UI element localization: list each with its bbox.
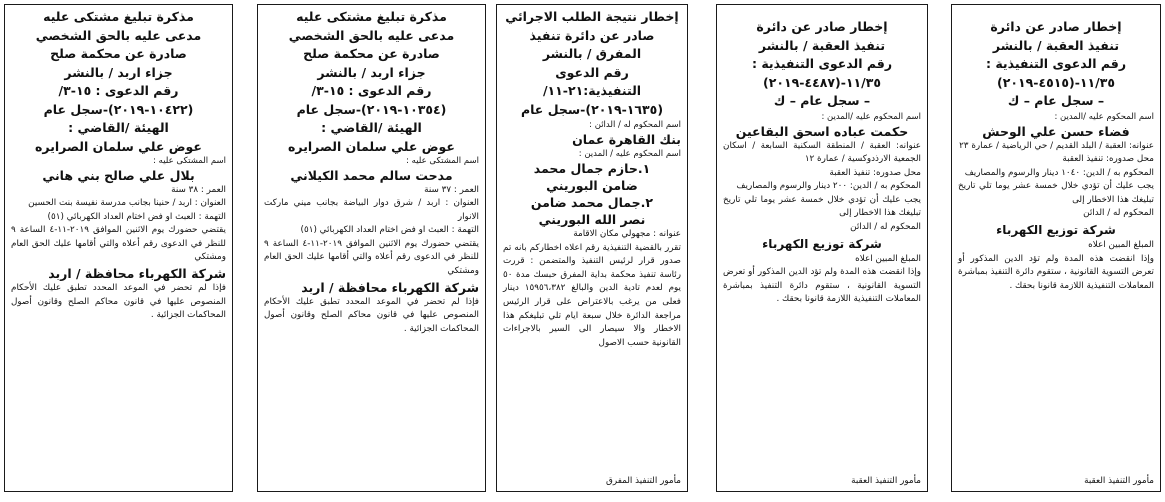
amount-notice: المبلغ المبين اعلاه [1088, 240, 1154, 251]
defendant-address: العنوان : اربد / شرق دوار البياضة بجانب ميني ماركت الانوار [264, 198, 479, 222]
defendant-name: بلال علي صالح بني هاني [42, 167, 195, 183]
judgment-amount: المحكوم به / الدين: ٢٠٠ دينار والرسوم والمصاريف [736, 181, 921, 192]
debtor-name-1b: ضامن البوريني [546, 178, 638, 193]
defendant-address: العنوان : اربد / حنينا بجانب مدرسة نفيسة بنت الحسين [28, 198, 226, 209]
debtor-label: اسم المحكوم عليه / المدين : [578, 149, 681, 159]
plaintiff-company: شركة الكهرباء محافظة / اربد [301, 279, 479, 295]
issuing-office: محل صدوره: تنفيذ العقبة [829, 167, 921, 178]
notice-court-summons-1 [4, 4, 233, 492]
charge: التهمة : العبث او فض اختام العداد الكهربائي (٥١) [300, 225, 479, 236]
notice-mafraq-execution [496, 4, 688, 492]
debtor-label: اسم المحكوم عليه /المدين : [821, 111, 921, 122]
notice-aqaba-execution-1 [716, 4, 928, 492]
defendant-age: العمر : ٣٨ سنة [171, 184, 226, 195]
debtor-address: عنوانه : مجهولي مكان الاقامة [573, 229, 681, 239]
creditor-label: المحكوم له / الدائن [1083, 208, 1154, 219]
notice-court-summons-2 [257, 4, 486, 492]
judge-name: عوض علي سلمان الصرايره [288, 138, 455, 154]
payment-body: يجب عليك أن تؤدي خلال خمسة عشر يوما تلي تاريخ تبليغك هذا الاخطار إلى [723, 194, 921, 219]
warning-text: فإذا لم تحضر في الموعد المحدد تطبق عليك الأحكام المنصوص عليها في قانون محاكم الصلح وقانون أصول المحاكمات الجزائية . [264, 296, 479, 334]
creditor-name: بنك القاهرة عمان [572, 132, 681, 147]
debtor-name: حكمت عباده اسحق البقاعين [735, 123, 909, 139]
notice-aqaba-execution-2 [951, 4, 1161, 492]
notice-header: مذكرة تبليغ مشتكى عليه مدعى عليه بالحق الشخصي صادرة عن محكمة صلح جزاء اربد / بالنشر رقم الدعوى : ١٥-٣/ (١٠٤٢٢-٢٠١٩)-سجل عام الهيئة /القاضي : [35, 9, 202, 135]
debtor-name-1: ١.حازم جمال محمد [533, 161, 651, 176]
decision-body: تقرر بالقضية التنفيذية رقم اعلاه اخطاركم بانه تم صدور قرار لرئيس التنفيذ والمتضمن : قررت رئاسة تنفيذ محكمة بداية المفرق حبسك مدة ٥٠ يوم لعدم تادية الدين والبالغ ١٥٩٥٦،٣٨٢ دينار فعلى من يرغب بالاعتراض على قرار الرئيس مراجعة الدائرة خلال سبعة ايام تلي تبليغكم هذا الاخطار والا سيصار الى السير بالاجراءات القانونية حسب الاصول [503, 242, 682, 348]
notice-footer: مأمور التنفيذ العقبة [851, 476, 921, 486]
creditor-label: المحكوم له / الدائن [850, 222, 921, 233]
payment-body: يجب عليك أن تؤدي خلال خمسة عشر يوما تلي تاريخ تبليغك هذا الاخطار إلى [958, 181, 1154, 205]
creditor-name: شركة توزيع الكهرباء [996, 223, 1116, 238]
debtor-name-2: ٢.جمال محمد ضامن [530, 195, 654, 210]
notice-footer: مأمور التنفيذ العقبة [1084, 476, 1154, 486]
notice-footer: مأمور التنفيذ المفرق [606, 476, 681, 486]
warning-text: وإذا انقضت هذه المدة ولم تؤد الدين المذكور أو تعرض التسوية القانونية ، ستقوم دائرة التنفيذ بمباشرة المعاملات التنفيذية اللازمة قانونا بحقك . [958, 253, 1154, 291]
notice-header: إخطار صادر عن دائرة تنفيذ العقبة / بالنشر رقم الدعوى التنفيذية : ١١/٣٥-(٤٥١٥-٢٠١٩) – سجل عام – ك [985, 19, 1127, 108]
debtor-label: اسم المحكوم عليه /المدين : [1054, 111, 1154, 122]
defendant-age: العمر : ٣٧ سنة [424, 184, 479, 195]
notice-header: إخطار صادر عن دائرة تنفيذ العقبة / بالنشر رقم الدعوى التنفيذية : ١١/٣٥-(٤٤٨٧-٢٠١٩) – سجل عام – ك [751, 19, 893, 108]
debtor-name-2b: نصر الله البوريني [538, 212, 646, 227]
warning-text: فإذا لم تحضر في الموعد المحدد تطبق عليك الأحكام المنصوص عليها في قانون محاكم الصلح وقانون أصول المحاكمات الجزائية . [11, 283, 226, 321]
warning-text: وإذا انقضت هذه المدة ولم تؤد الدين المذكور أو تعرض التسوية القانونية ، ستقوم دائرة التنفيذ بمباشرة المعاملات التنفيذية اللازمة قانونا بحقك . [723, 267, 921, 305]
notice-header: مذكرة تبليغ مشتكى عليه مدعى عليه بالحق الشخصي صادرة عن محكمة صلح جزاء اربد / بالنشر رقم الدعوى : ١٥-٣/ (١٠٣٥٤-٢٠١٩)-سجل عام الهيئة /القاضي : [288, 9, 455, 135]
summons-body: يقتضي حضورك يوم الاثنين الموافق ٢٠١٩-١١-٤ الساعة ٩ للنظر في الدعوى رقم أعلاه والتي أقامها عليك الحق العام ومشتكي [11, 225, 226, 263]
defendant-label: اسم المشتكى عليه : [153, 155, 226, 166]
plaintiff-company: شركة الكهرباء محافظة / اربد [48, 266, 226, 282]
judge-name: عوض علي سلمان الصرايره [35, 138, 202, 154]
debtor-name: فضاء حسن علي الوحش [982, 123, 1130, 139]
amount-notice: المبلغ المبين اعلاه [855, 253, 921, 264]
defendant-name: مدحت سالم محمد الكيلاني [290, 167, 453, 183]
creditor-label: اسم المحكوم له / الدائن : [589, 120, 681, 130]
judgment-amount: المحكوم به / الدين: ١٠٤٠ دينار والرسوم والمصاريف [964, 167, 1154, 178]
creditor-name: شركة توزيع الكهرباء [762, 236, 882, 251]
debtor-address: عنوانه: العقبة / المنطقة السكنية السابعة / اسكان الجمعية الارذدوكسية / عمارة ١٢ [723, 140, 921, 165]
notice-header: إخطار نتيجة الطلب الاجرائي صادر عن دائرة تنفيذ المفرق / بالنشر رقم الدعوى التنفيذية:٢١-١١/ (١٦٣٥-٢٠١٩)-سجل عام [505, 9, 679, 117]
defendant-label: اسم المشتكى عليه : [406, 155, 479, 166]
summons-body: يقتضي حضورك يوم الاثنين الموافق ٢٠١٩-١١-٤ الساعة ٩ للنظر في الدعوى رقم أعلاه والتي أقامها عليك الحق العام ومشتكي [264, 238, 479, 277]
debtor-address: عنوانه: العقبة / البلد القديم / حي الرياضية / عمارة ٢٣ [959, 140, 1154, 151]
charge: التهمة : العبث او فض اختام العداد الكهربائي (٥١) [47, 211, 226, 222]
issuing-office: محل صدوره: تنفيذ العقبة [1062, 154, 1154, 165]
